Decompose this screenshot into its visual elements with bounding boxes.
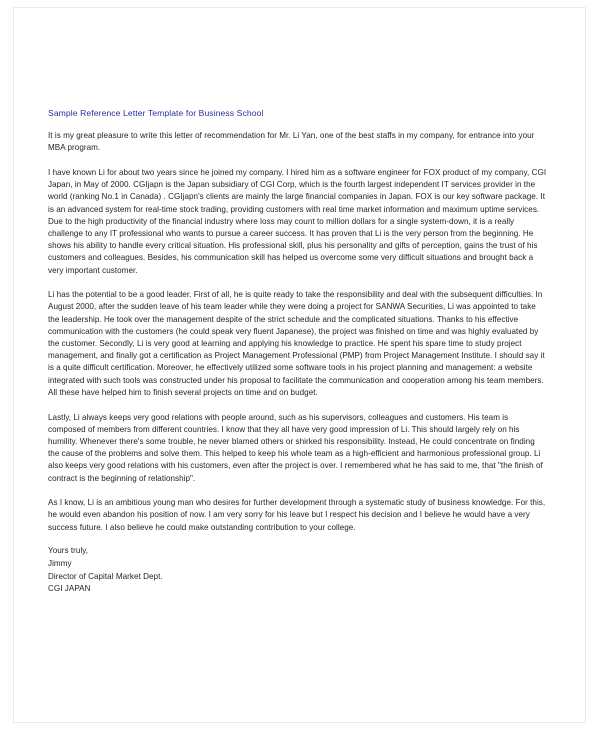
paragraph-intro: It is my great pleasure to write this letter of recommendation for Mr. Li Yan, one of the best staffs in my company, for entrance into your MBA program.: [48, 131, 535, 153]
signature-block: [48, 545, 548, 595]
paragraph-relations: Lastly, Li always keeps very good relations with people around, such as his supervisors, colleagues and customers. His team is composed of members from different countries. I know that they all have very good impression of Li. This should largely rely on his humility. Whenever there's some trouble, he never blamed others or shirked his responsibility. Instead, He could concentrate on finding the cause of the problems and solve them. This helped to keep his whole team as a high-efficient and harmonious professional group. Li also keeps very good relations with his customers, even after the project is over. I remembered what he has said to me, that "the finish of contract is the beginning of relationship".: [48, 412, 543, 483]
signature-name: Jimmy: [48, 558, 72, 568]
paragraph-background: I have known Li for about two years since he joined my company. I hired him as a software engineer for FOX product of my company, CGI Japan, in May of 2000. CGIjapn is the Japan subsidiary of CGI Corp, which is the fourth largest independent IT services provider in the world (ranking No.1 in Canada) . CGIjapn's clients are mainly the large financial companies in Japan. FOX is our key software package. It is an advanced system for real-time stock trading, providing customers with real time market information and maximum uptime services. Due to the high productivity of the financial industry where loss may count to million dollars for a single system-down, it is a really challenge to any IT professional who wants to pursue a career success. It has proven that Li is the very person from the beginning. He shows his ability to handle every critical situation. His professional skill, plus his personality and gifts of perception, gains the trust of his customers and colleagues. Besides, his communication skill has helped us overcome some very difficult situations and brought back a very important customer.: [48, 167, 547, 275]
document-body: [48, 107, 548, 596]
document-page: [13, 7, 586, 723]
signature-closing: Yours truly,: [48, 546, 89, 556]
paragraph-leadership: Li has the potential to be a good leader. First of all, he is quite ready to take the responsibility and deal with the subsequent difficulties. In August 2000, after the sudden leave of his team leader while they were doing a project for SANWA Securities, Li was appointed to take the leadership. He took over the management despite of the strict schedule and the complicated situations. Thanks to his effective communication with the customers (he could speak very fluent Japanese), the project was finished on time and was highly evaluated by the customer. Secondly, Li is very good at learning and applying his knowledge to practice. He spent his spare time to study project management, and finally got a certification as Project Management Professional (PMP) from Project Management Institute. I should say it is a quite difficult certification. Moreover, he effectively utilized some software tools in his project planning and management: a website integrated with such tools was constructed under his proposal to facilitate the communication and cooperation among his team members. All these have helped him to finish several projects on time and on budget.: [48, 290, 545, 397]
document-title: Sample Reference Letter Template for Business School: [48, 108, 264, 118]
signature-job-title: Director of Capital Market Dept.: [48, 571, 163, 581]
paragraph-closing-recommendation: As I know, Li is an ambitious young man who desires for further development through a systematic study of business knowledge. For this, he would even abandon his position of now. I am very sorry for his leave but I respect his decision and I believe he would have a very success future. I also believe he could make outstanding contribution to your college.: [48, 498, 546, 532]
signature-company: CGI JAPAN: [48, 584, 91, 594]
